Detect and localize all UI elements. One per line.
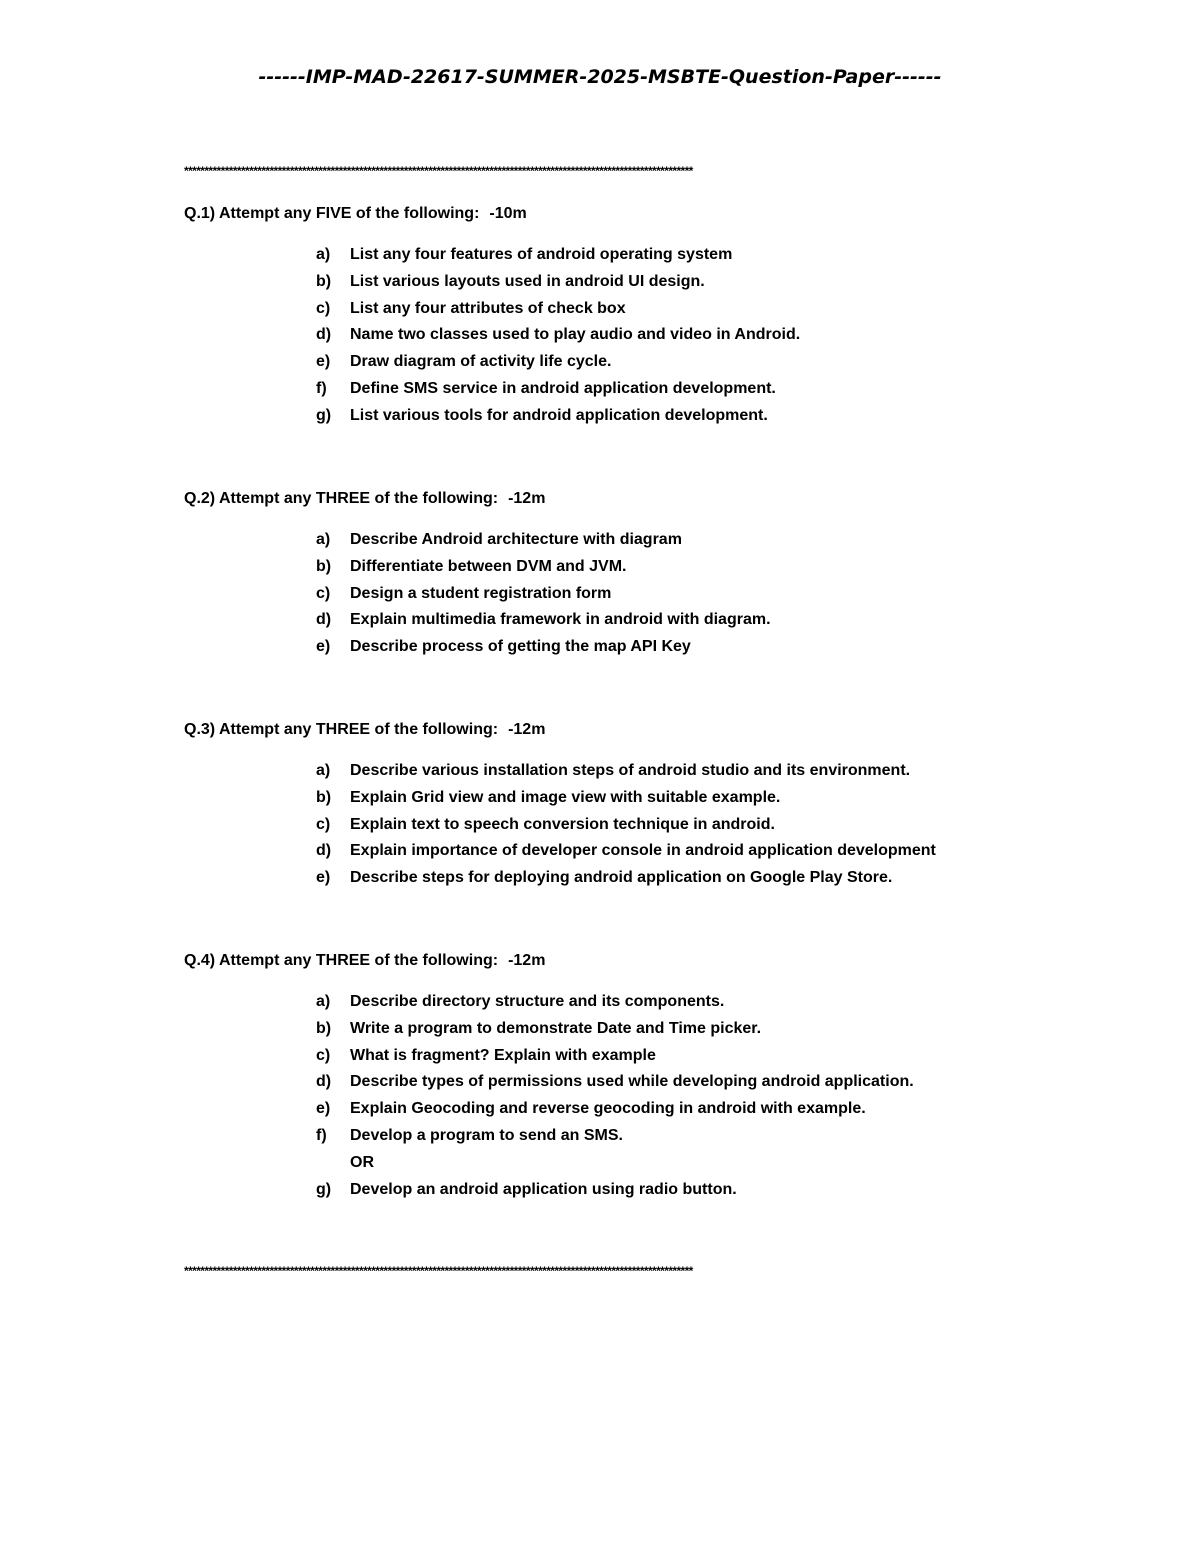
item-text: Explain importance of developer console in android application development: [350, 842, 936, 860]
item-text: Draw diagram of activity life cycle.: [350, 353, 612, 371]
item-letter: e): [316, 353, 331, 371]
question-marks: -10m: [489, 205, 527, 222]
question-item: [316, 1180, 1024, 1207]
question-item: [316, 1099, 1024, 1126]
question-item: [316, 1072, 1024, 1099]
question-item: [316, 868, 1024, 895]
item-text: Describe steps for deploying android application on Google Play Store.: [350, 869, 893, 887]
divider-top: *****************************************************************************************************************************: [184, 164, 693, 178]
item-text: List any four features of android operating system: [350, 246, 733, 263]
question-heading-text: Q.1) Attempt any FIVE of the following:: [184, 205, 480, 222]
item-text: Explain multimedia framework in android with diagram.: [350, 611, 771, 629]
item-text: Define SMS service in android application development.: [350, 379, 776, 397]
item-text: Explain Geocoding and reverse geocoding in android with example.: [350, 1100, 866, 1118]
item-letter: d): [316, 842, 332, 860]
question-marks: -12m: [508, 490, 546, 507]
item-letter: b): [316, 272, 332, 290]
item-text: Explain Grid view and image view with suitable example.: [350, 788, 781, 806]
item-text: Design a student registration form: [350, 584, 612, 602]
question-item: [316, 637, 1024, 664]
question-marks: -12m: [508, 721, 546, 738]
question-2: [184, 489, 1024, 664]
item-letter: c): [316, 1046, 331, 1064]
question-1: [184, 204, 1024, 433]
item-letter: a): [316, 531, 331, 548]
item-text: Describe directory structure and its components.: [350, 993, 725, 1010]
question-item: [316, 815, 1024, 842]
question-item: [316, 352, 1024, 379]
or-label: OR: [350, 1153, 374, 1171]
item-letter: c): [316, 815, 331, 833]
item-letter: b): [316, 788, 332, 806]
item-text: List various layouts used in android UI design.: [350, 272, 705, 290]
question-3: [184, 720, 1024, 895]
question-items: [316, 245, 1024, 433]
question-items: [316, 992, 1024, 1206]
item-letter: d): [316, 326, 332, 344]
item-text: Name two classes used to play audio and video in Android.: [350, 326, 801, 344]
question-heading: [184, 489, 1024, 509]
question-items: [316, 761, 1024, 895]
item-letter: d): [316, 1073, 332, 1091]
item-letter: e): [316, 869, 331, 887]
question-item: [316, 610, 1024, 637]
question-item: [316, 761, 1024, 788]
item-letter: c): [316, 299, 331, 317]
question-4: [184, 951, 1024, 1206]
question-item: [316, 325, 1024, 352]
question-heading: [184, 720, 1024, 740]
item-text: List various tools for android application development.: [350, 406, 768, 424]
item-text: Describe types of permissions used while developing android application.: [350, 1073, 914, 1091]
question-items: [316, 530, 1024, 664]
divider-bottom: *****************************************************************************************************************************: [184, 1264, 693, 1278]
item-text: Develop an android application using radio button.: [350, 1180, 737, 1198]
item-letter: a): [316, 993, 331, 1010]
item-letter: b): [316, 1019, 332, 1037]
question-item: [316, 379, 1024, 406]
question-item: [316, 841, 1024, 868]
question-item: [316, 992, 1024, 1019]
item-text: Differentiate between DVM and JVM.: [350, 557, 627, 575]
item-text: Write a program to demonstrate Date and Time picker.: [350, 1019, 762, 1037]
question-item: [316, 406, 1024, 433]
item-letter: a): [316, 762, 331, 779]
item-letter: c): [316, 584, 331, 602]
question-item: [316, 557, 1024, 584]
item-text: Describe Android architecture with diagram: [350, 531, 682, 548]
question-marks: -12m: [508, 952, 546, 969]
item-letter: e): [316, 638, 331, 656]
question-heading-text: Q.4) Attempt any THREE of the following:: [184, 952, 499, 969]
item-letter: g): [316, 406, 332, 424]
question-item: [316, 245, 1024, 272]
item-text: What is fragment? Explain with example: [350, 1046, 656, 1064]
item-text: Describe various installation steps of android studio and its environment.: [350, 762, 911, 779]
question-item: [316, 272, 1024, 299]
question-heading-text: Q.2) Attempt any THREE of the following:: [184, 490, 499, 507]
item-text: Explain text to speech conversion technique in android.: [350, 815, 775, 833]
question-item: [316, 1019, 1024, 1046]
item-letter: b): [316, 557, 332, 575]
item-letter: g): [316, 1180, 332, 1198]
item-text: List any four attributes of check box: [350, 299, 626, 317]
question-item: [316, 584, 1024, 611]
question-heading: [184, 951, 1024, 971]
question-heading-text: Q.3) Attempt any THREE of the following:: [184, 721, 499, 738]
item-text: Develop a program to send an SMS.: [350, 1126, 623, 1144]
item-letter: f): [316, 1126, 327, 1144]
question-item: [316, 1046, 1024, 1073]
item-text: Describe process of getting the map API Key: [350, 638, 691, 656]
question-item: [316, 1126, 1024, 1153]
page-title: ------IMP-MAD-22617-SUMMER-2025-MSBTE-Question-Paper------: [258, 66, 942, 88]
question-item: [316, 299, 1024, 326]
question-item: [316, 788, 1024, 815]
item-letter: d): [316, 611, 332, 629]
item-letter: a): [316, 246, 331, 263]
item-letter: f): [316, 379, 327, 397]
item-letter: e): [316, 1100, 331, 1118]
question-heading: [184, 204, 1024, 224]
question-item: [316, 530, 1024, 557]
